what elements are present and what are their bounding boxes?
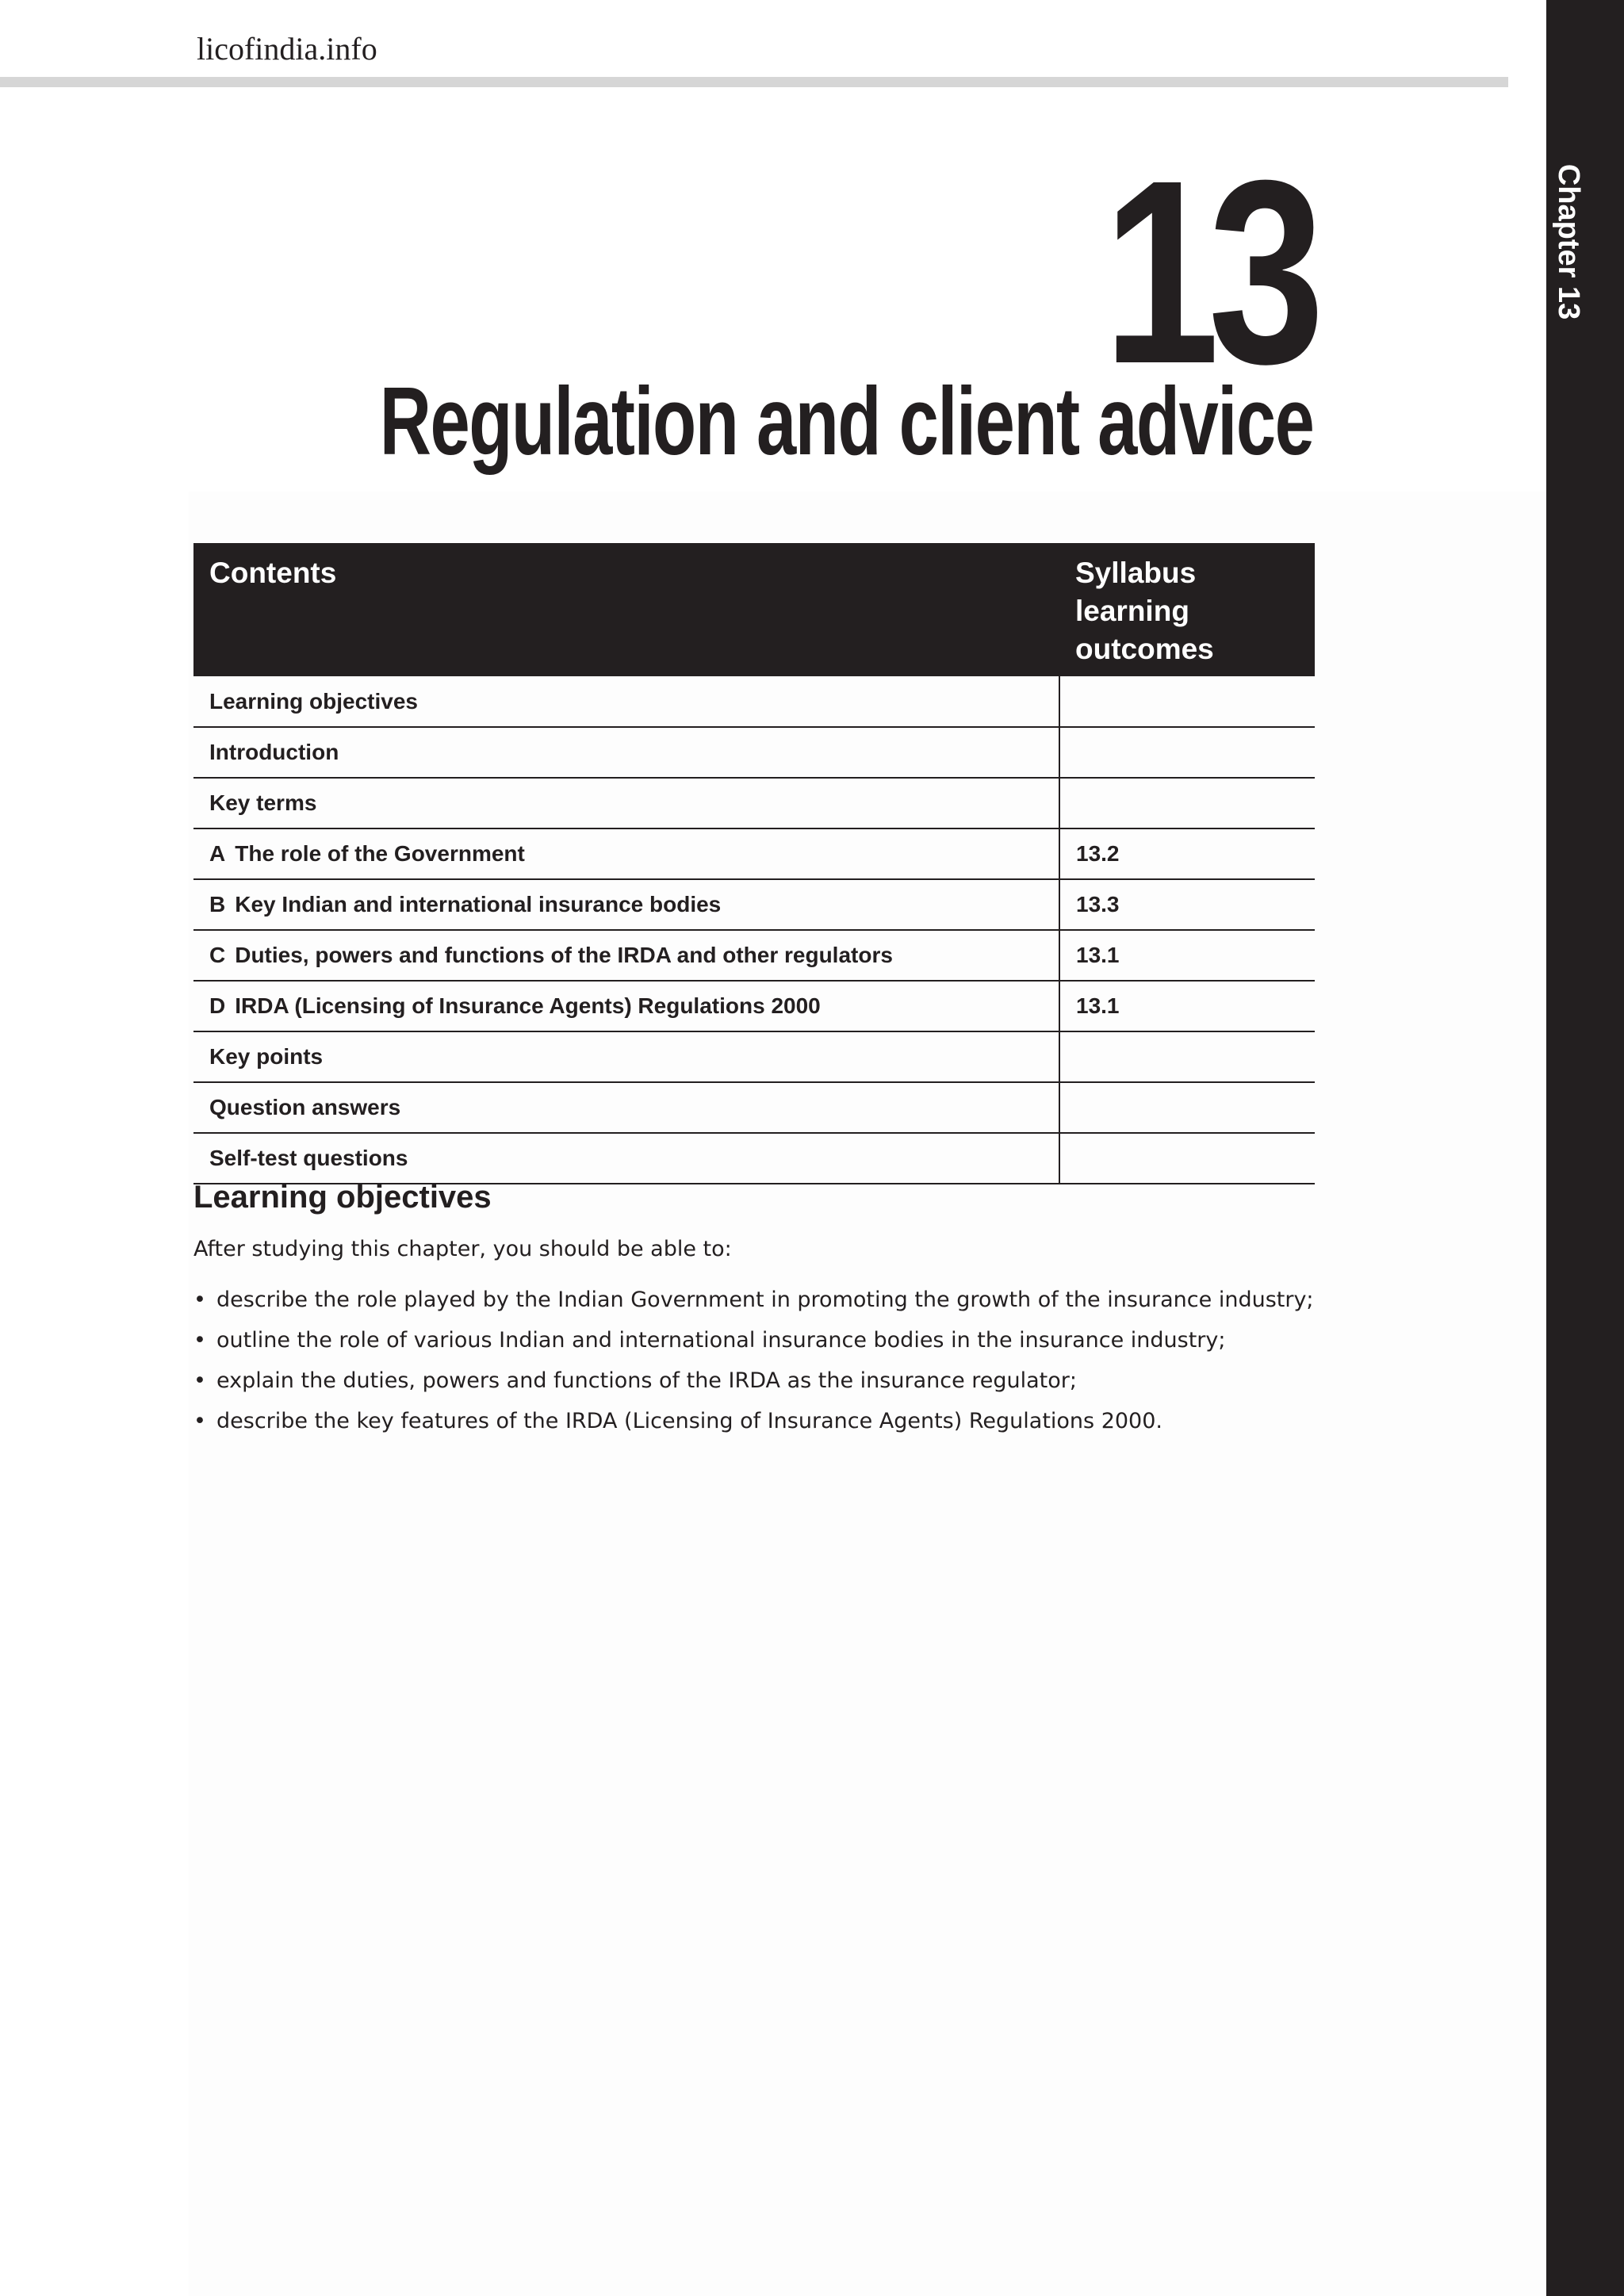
contents-cell bbox=[193, 828, 1059, 879]
row-title: Learning objectives bbox=[209, 688, 418, 714]
row-title: The role of the Government bbox=[235, 841, 525, 866]
bullet-icon: • bbox=[193, 1409, 206, 1433]
outcome-cell bbox=[1059, 676, 1315, 727]
list-item-text: outline the role of various Indian and international insurance bodies in the insurance industry; bbox=[216, 1328, 1226, 1353]
contents-cell bbox=[193, 1133, 1059, 1184]
contents-table bbox=[193, 543, 1315, 1184]
chapter-side-tab bbox=[1546, 0, 1624, 2296]
row-title: Key points bbox=[209, 1044, 324, 1069]
row-title: Self-test questions bbox=[209, 1146, 408, 1170]
outcome-cell bbox=[1059, 778, 1315, 828]
table-row bbox=[193, 930, 1315, 981]
table-row bbox=[193, 727, 1315, 778]
contents-cell bbox=[193, 930, 1059, 981]
table-row bbox=[193, 676, 1315, 727]
outcome-cell: 13.3 bbox=[1059, 879, 1315, 930]
contents-cell bbox=[193, 1031, 1059, 1082]
list-item bbox=[193, 1280, 1383, 1320]
list-item bbox=[193, 1360, 1383, 1401]
row-title: Introduction bbox=[209, 740, 339, 764]
outcome-cell bbox=[1059, 1082, 1315, 1133]
table-row bbox=[193, 778, 1315, 828]
table-row bbox=[193, 1031, 1315, 1082]
list-item-text: describe the key features of the IRDA (Licensing of Insurance Agents) Regulations 2000. bbox=[216, 1409, 1162, 1433]
row-title: Key Indian and international insurance bodies bbox=[235, 892, 722, 916]
list-item bbox=[193, 1401, 1383, 1441]
bullet-icon: • bbox=[193, 1328, 206, 1353]
outcome-cell bbox=[1059, 1133, 1315, 1184]
outcomes-column-header: Syllabus learning outcomes bbox=[1059, 543, 1315, 676]
chapter-number: 13 bbox=[1103, 125, 1313, 418]
table-row bbox=[193, 1133, 1315, 1184]
chapter-side-tab-label: Chapter 13 bbox=[1552, 163, 1585, 320]
contents-table-header bbox=[193, 543, 1315, 676]
contents-cell bbox=[193, 676, 1059, 727]
contents-column-header: Contents bbox=[193, 543, 1059, 676]
contents-cell bbox=[193, 879, 1059, 930]
bullet-icon: • bbox=[193, 1288, 206, 1312]
outcome-cell bbox=[1059, 727, 1315, 778]
table-row bbox=[193, 828, 1315, 879]
row-title: Key terms bbox=[209, 790, 317, 815]
row-letter: D bbox=[209, 993, 226, 1018]
outcome-cell: 13.2 bbox=[1059, 828, 1315, 879]
list-item-text: describe the role played by the Indian Government in promoting the growth of the insurance industry; bbox=[216, 1288, 1314, 1312]
table-row bbox=[193, 981, 1315, 1031]
row-title: IRDA (Licensing of Insurance Agents) Regulations 2000 bbox=[235, 993, 821, 1018]
contents-cell bbox=[193, 778, 1059, 828]
bullet-icon: • bbox=[193, 1368, 206, 1393]
row-title: Question answers bbox=[209, 1095, 401, 1119]
row-letter: C bbox=[209, 943, 226, 967]
learning-objectives-heading: Learning objectives bbox=[193, 1180, 492, 1215]
list-item bbox=[193, 1320, 1383, 1360]
contents-cell bbox=[193, 981, 1059, 1031]
row-letter: B bbox=[209, 892, 226, 916]
learning-objectives-intro: After studying this chapter, you should be able to: bbox=[193, 1237, 732, 1261]
row-letter: A bbox=[209, 841, 226, 866]
chapter-title: Regulation and client advice bbox=[379, 367, 1313, 475]
list-item-text: explain the duties, powers and functions of the IRDA as the insurance regulator; bbox=[216, 1368, 1077, 1393]
table-row bbox=[193, 879, 1315, 930]
outcome-cell: 13.1 bbox=[1059, 981, 1315, 1031]
outcome-cell bbox=[1059, 1031, 1315, 1082]
site-name: licofindia.info bbox=[197, 31, 377, 67]
row-title: Duties, powers and functions of the IRDA and other regulators bbox=[235, 943, 893, 967]
table-row bbox=[193, 1082, 1315, 1133]
learning-objectives-list bbox=[193, 1280, 1383, 1441]
header-rule bbox=[0, 77, 1508, 87]
contents-cell bbox=[193, 727, 1059, 778]
contents-cell bbox=[193, 1082, 1059, 1133]
outcome-cell: 13.1 bbox=[1059, 930, 1315, 981]
